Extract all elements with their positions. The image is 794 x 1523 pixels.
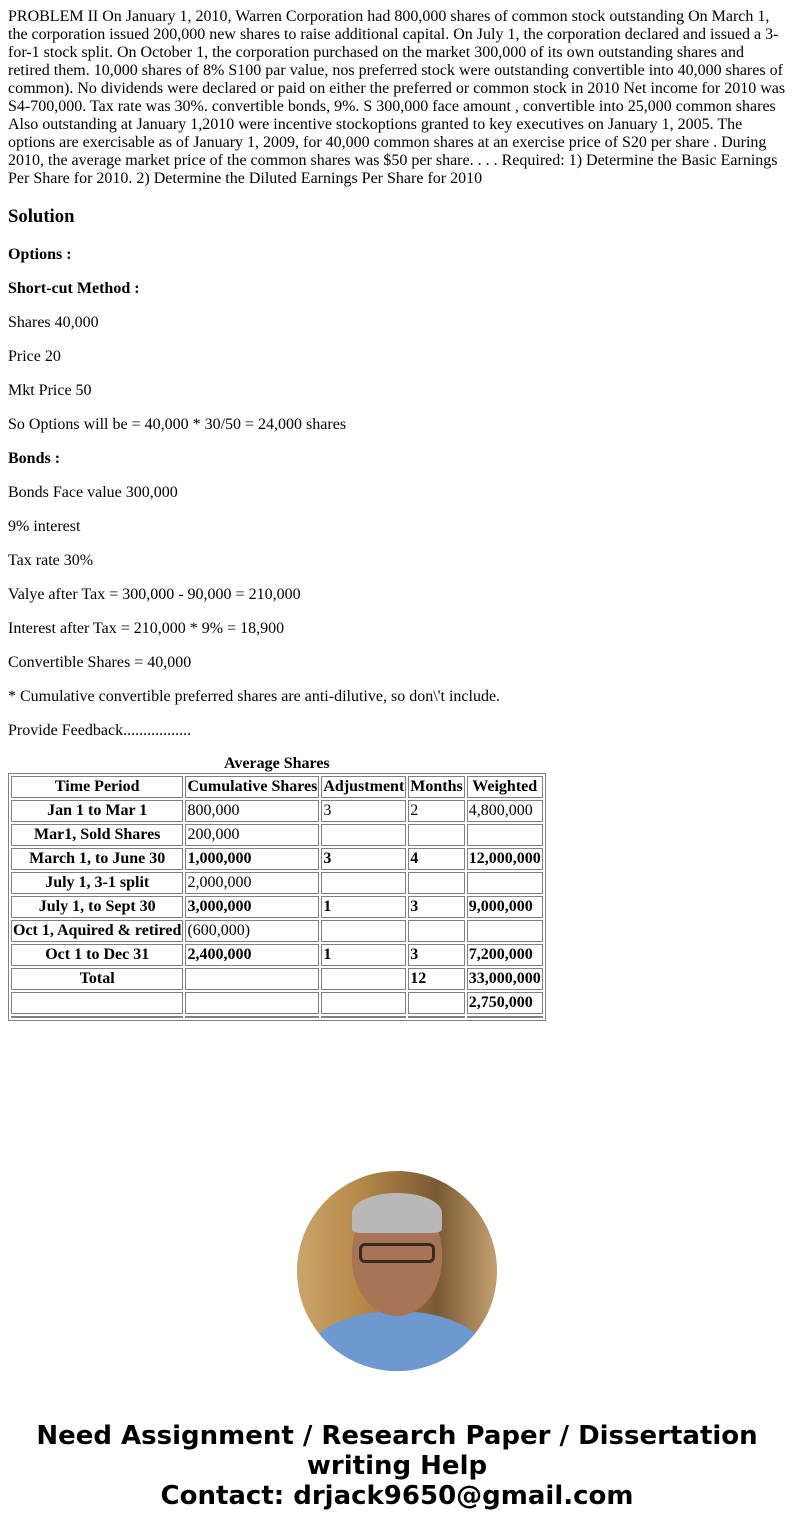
table-cell: 33,000,000 xyxy=(467,968,543,990)
table-cell: 200,000 xyxy=(185,824,319,846)
table-row-empty xyxy=(11,1016,543,1018)
text-line: * Cumulative convertible preferred shares are anti-dilutive, so don\'t include. xyxy=(8,688,501,705)
row-label: Jan 1 to Mar 1 xyxy=(11,800,183,822)
table-cell: 800,000 xyxy=(185,800,319,822)
text-line: Valye after Tax = 300,000 - 90,000 = 210,000 xyxy=(8,586,301,603)
row-label xyxy=(11,992,183,1014)
text-line: Shares 40,000 xyxy=(8,314,99,331)
row-label: July 1, to Sept 30 xyxy=(11,896,183,918)
author-photo xyxy=(297,1171,497,1371)
table-cell xyxy=(467,824,543,846)
row-label: Oct 1 to Dec 31 xyxy=(11,944,183,966)
table-cell xyxy=(185,1016,319,1018)
column-header: Time Period xyxy=(11,776,183,798)
footer-line-1: Need Assignment / Research Paper / Dissertation writing Help xyxy=(36,1421,758,1481)
text-line: Bonds Face value 300,000 xyxy=(8,484,178,501)
table-cell: 1 xyxy=(321,896,406,918)
feedback-link[interactable]: Provide Feedback................. xyxy=(8,722,192,739)
options-heading: Options : xyxy=(8,246,72,263)
column-header: Months xyxy=(408,776,464,798)
table-cell xyxy=(467,872,543,894)
text-line: Price 20 xyxy=(8,348,61,365)
solution-heading: Solution xyxy=(8,206,75,227)
table-cell xyxy=(321,992,406,1014)
table-cell xyxy=(408,992,464,1014)
bonds-heading: Bonds : xyxy=(8,450,61,467)
table-cell: 12 xyxy=(408,968,464,990)
table-cell: 1,000,000 xyxy=(185,848,319,870)
table-cell xyxy=(467,920,543,942)
table-cell xyxy=(408,824,464,846)
table-cell xyxy=(321,824,406,846)
table-cell xyxy=(321,920,406,942)
problem-statement: PROBLEM II On January 1, 2010, Warren Corporation had 800,000 shares of common stock outstanding On March 1, the corporation issued 200,000 new shares to raise additional capital. On July 1, the corporation declared and issued a 3-for-1 stock split. On October 1, the corporation purchased on the market 300,000 of its own outstanding shares and retired them. 10,000 shares of 8% S100 par value, nos preferred stock were outstanding convertible into 40,000 shares of common). No dividends were declared or paid on either the preferred or common stock in 2010 Net income for 2010 was S4-700,000. Tax rate was 30%. convertible bonds, 9%. S 300,000 face amount , convertible into 25,000 common shares Also outstanding at January 1,2010 were incentive stockoptions granted to key executives on January 1, 2005. The options are exercisable as of January 1, 2009, for 40,000 common shares at an exercise price of S20 per share . During 2010, the average market price of the common shares was $50 per share. . . . Required: 1) Determine the Basic Earnings Per Share for 2010. 2) Determine the Diluted Earnings Per Share for 2010 xyxy=(8,8,786,187)
row-label: March 1, to June 30 xyxy=(11,848,183,870)
table-cell: 2,750,000 xyxy=(467,992,543,1014)
text-line: So Options will be = 40,000 * 30/50 = 24,000 shares xyxy=(8,416,347,433)
table-row xyxy=(11,920,543,942)
table-cell: 3 xyxy=(321,800,406,822)
text-line: Mkt Price 50 xyxy=(8,382,92,399)
table-row xyxy=(11,800,543,822)
table-cell xyxy=(185,968,319,990)
table-cell xyxy=(408,872,464,894)
row-label: Total xyxy=(11,968,183,990)
table-cell: 3 xyxy=(408,896,464,918)
table-cell: 1 xyxy=(321,944,406,966)
table-cell xyxy=(408,920,464,942)
table-cell xyxy=(467,1016,543,1018)
column-header: Adjustment xyxy=(321,776,406,798)
table-cell: 4 xyxy=(408,848,464,870)
table-cell: 9,000,000 xyxy=(467,896,543,918)
text-line: 9% interest xyxy=(8,518,81,535)
table-cell: 2 xyxy=(408,800,464,822)
table-cell xyxy=(321,1016,406,1018)
footer-contact[interactable]: Contact: drjack9650@gmail.com xyxy=(160,1481,634,1511)
column-header: Cumulative Shares xyxy=(185,776,319,798)
table-caption: Average Shares xyxy=(224,755,330,772)
table-cell xyxy=(185,992,319,1014)
table-cell: 7,200,000 xyxy=(467,944,543,966)
row-label: Mar1, Sold Shares xyxy=(11,824,183,846)
table-cell: 3 xyxy=(321,848,406,870)
table-cell xyxy=(408,1016,464,1018)
text-line: Tax rate 30% xyxy=(8,552,94,569)
table-cell: 3 xyxy=(408,944,464,966)
table-row xyxy=(11,824,543,846)
text-line: Convertible Shares = 40,000 xyxy=(8,654,192,671)
column-header: Weighted xyxy=(467,776,543,798)
table-cell xyxy=(321,872,406,894)
table-row xyxy=(11,992,543,1014)
table-row xyxy=(11,848,543,870)
table-cell xyxy=(321,968,406,990)
footer-banner xyxy=(8,1421,786,1511)
table-cell: 4,800,000 xyxy=(467,800,543,822)
average-shares-table xyxy=(8,755,546,1021)
table-row xyxy=(11,896,543,918)
table-cell: 2,000,000 xyxy=(185,872,319,894)
table-row xyxy=(11,968,543,990)
table-cell: 12,000,000 xyxy=(467,848,543,870)
row-label: July 1, 3-1 split xyxy=(11,872,183,894)
table-cell: (600,000) xyxy=(185,920,319,942)
row-label: Oct 1, Aquired & retired xyxy=(11,920,183,942)
table-row xyxy=(11,872,543,894)
table-cell: 2,400,000 xyxy=(185,944,319,966)
text-line: Interest after Tax = 210,000 * 9% = 18,900 xyxy=(8,620,285,637)
table-cell: 3,000,000 xyxy=(185,896,319,918)
table-cell xyxy=(11,1016,183,1018)
shortcut-heading: Short-cut Method : xyxy=(8,280,140,297)
table-row xyxy=(11,944,543,966)
